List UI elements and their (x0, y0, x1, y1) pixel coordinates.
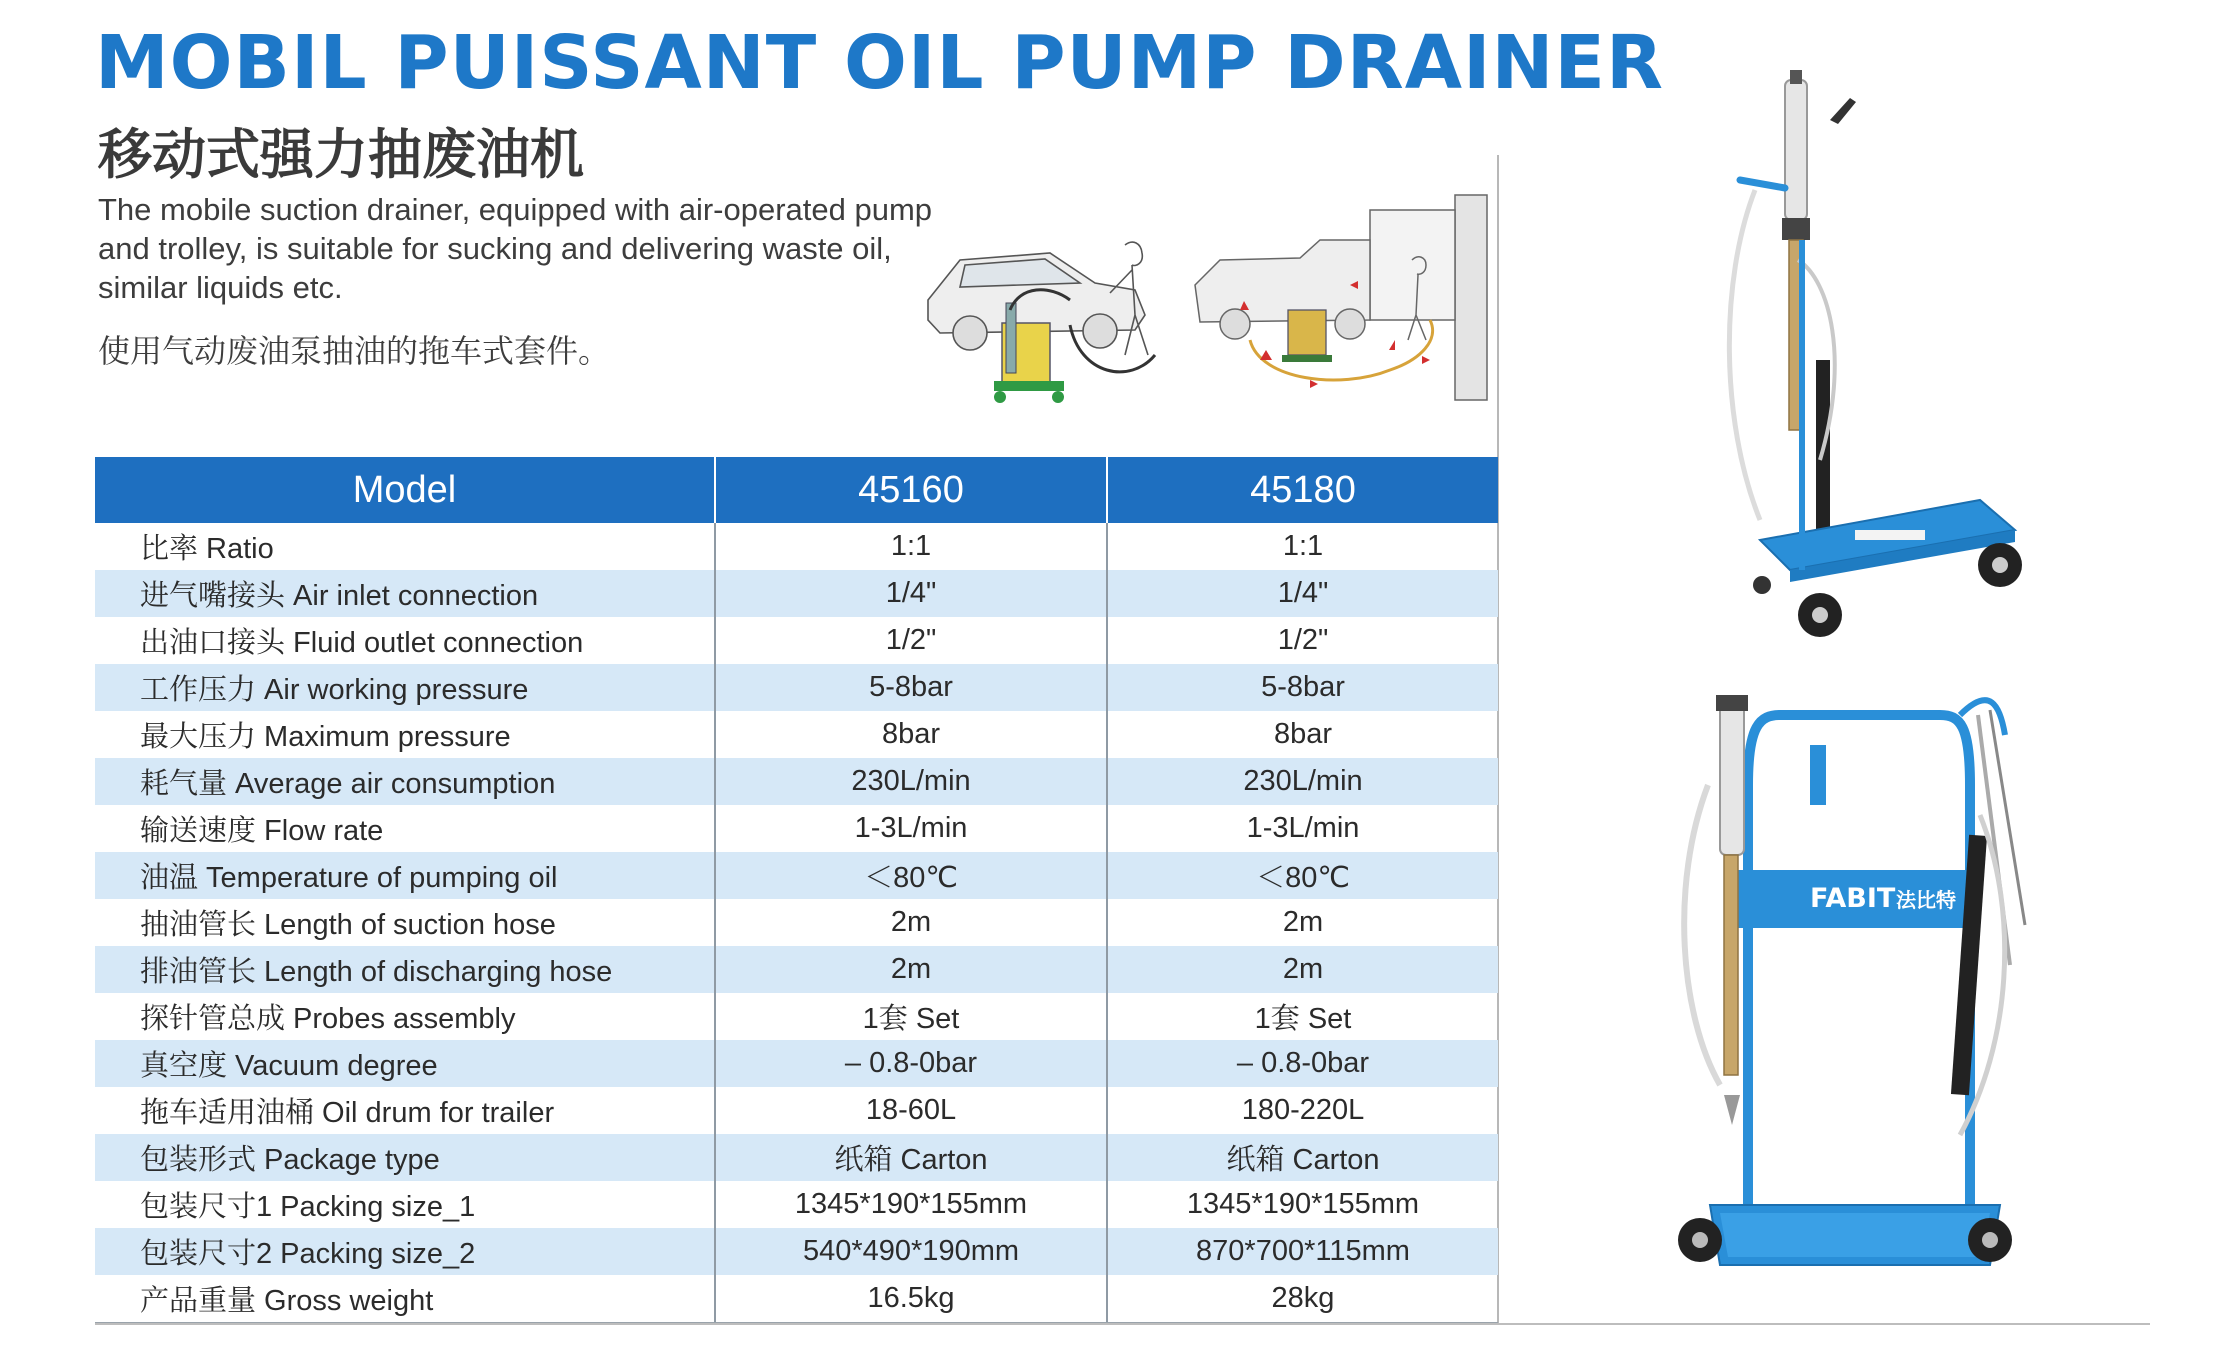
product-title-en: MOBIL PUISSANT OIL PUMP DRAINER (95, 20, 1664, 106)
spec-table-body (95, 523, 1498, 1323)
table-row (95, 805, 1498, 852)
spec-label: 最大压力 Maximum pressure (95, 711, 715, 758)
spec-label: 油温 Temperature of pumping oil (95, 852, 715, 899)
spec-value-45160: 230L/min (715, 758, 1107, 805)
spec-table (95, 457, 1498, 1324)
bottom-rule (95, 1323, 2150, 1325)
spec-label: 进气嘴接头 Air inlet connection (95, 570, 715, 617)
product-title-cn: 移动式强力抽废油机 (98, 123, 584, 186)
spec-value-45160: 16.5kg (715, 1275, 1107, 1323)
spec-value-45160: 2m (715, 946, 1107, 993)
product-description-en: The mobile suction drainer, equipped with air-operated pump and trolley, is suitable for sucking and delivering waste oil, similar liquids etc. (98, 192, 933, 305)
spec-value-45160: 1345*190*155mm (715, 1181, 1107, 1228)
table-row (95, 1087, 1498, 1134)
spec-value-45160: 1-3L/min (715, 805, 1107, 852)
spec-value-45180: 230L/min (1107, 758, 1498, 805)
spec-value-45160: 540*490*190mm (715, 1228, 1107, 1275)
usage-illustration-workshop (1190, 190, 1495, 415)
spec-value-45180: 1:1 (1282, 530, 1324, 562)
spec-value-45180: 870*700*115mm (1107, 1228, 1498, 1275)
brand-logo: FABIT (1810, 883, 1896, 914)
spec-value-45180: 纸箱 Carton (1107, 1134, 1498, 1181)
spec-label: 工作压力 Air working pressure (95, 664, 715, 711)
table-row (95, 1134, 1498, 1181)
table-row (95, 711, 1498, 758)
spec-value-45160: 1/2" (715, 617, 1107, 664)
spec-value-45160: 2m (715, 899, 1107, 946)
table-row (95, 664, 1498, 711)
spec-value-45180: 1-3L/min (1246, 812, 1360, 844)
table-row (95, 1228, 1498, 1275)
header-model-45180: 45180 (1107, 457, 1498, 523)
spec-label: 排油管长 Length of discharging hose (95, 946, 715, 993)
spec-value-45160: 5-8bar (715, 664, 1107, 711)
spec-value-45160: 1套 Set (715, 993, 1107, 1040)
spec-label: 包装尺寸2 Packing size_2 (95, 1228, 715, 1275)
spec-value-45160: 1/4" (715, 570, 1107, 617)
spec-label: 出油口接头 Fluid outlet connection (95, 617, 715, 664)
table-row (95, 1040, 1498, 1087)
spec-value-45180: 8bar (1273, 718, 1333, 750)
spec-value-45180: 2m (1107, 946, 1498, 993)
product-photo-45160 (1680, 60, 2040, 640)
spec-label: 包装形式 Package type (95, 1134, 715, 1181)
spec-label: 真空度 Vacuum degree (95, 1040, 715, 1087)
brand-logo-cn: 法比特 (1896, 888, 1956, 912)
spec-value-45160: 1:1 (715, 523, 1107, 570)
spec-value-45180: 1/2" (1277, 624, 1329, 656)
spec-label: 包装尺寸1 Packing size_1 (95, 1181, 715, 1228)
spec-table-header (95, 457, 1498, 523)
spec-label: 耗气量 Average air consumption (95, 758, 715, 805)
table-row (95, 570, 1498, 617)
spec-value-45160: ＜80℃ (715, 852, 1107, 899)
product-photo-45180 (1660, 665, 2130, 1305)
usage-illustration-car (920, 205, 1180, 415)
spec-value-45180: 1套 Set (1254, 1003, 1352, 1035)
spec-value-45180: 2m (1282, 906, 1324, 938)
spec-value-45160: – 0.8-0bar (715, 1040, 1107, 1087)
spec-value-45160: 18-60L (715, 1087, 1107, 1134)
spec-value-45180: 5-8bar (1107, 664, 1498, 711)
table-row (95, 758, 1498, 805)
spec-value-45180: 180-220L (1241, 1094, 1365, 1126)
spec-value-45160: 纸箱 Carton (715, 1134, 1107, 1181)
table-row (95, 852, 1498, 899)
spec-value-45160: 8bar (715, 711, 1107, 758)
spec-value-45180: ＜80℃ (1107, 852, 1498, 899)
spec-label: 探针管总成 Probes assembly (95, 993, 715, 1040)
table-row (95, 1275, 1498, 1323)
header-model-45160: 45160 (715, 457, 1107, 523)
spec-label: 抽油管长 Length of suction hose (95, 899, 715, 946)
spec-value-45180: 1/4" (1107, 570, 1498, 617)
table-row (95, 523, 1498, 570)
spec-label: 拖车适用油桶 Oil drum for trailer (95, 1087, 715, 1134)
table-row (95, 946, 1498, 993)
spec-label: 产品重量 Gross weight (95, 1275, 715, 1323)
header-model: Model (95, 457, 715, 523)
table-row (95, 993, 1498, 1040)
spec-value-45180: – 0.8-0bar (1107, 1040, 1498, 1087)
spec-label: 输送速度 Flow rate (95, 805, 715, 852)
table-row (95, 899, 1498, 946)
spec-label: 比率 Ratio (95, 523, 715, 570)
spec-value-45180: 1345*190*155mm (1186, 1188, 1420, 1220)
table-row (95, 617, 1498, 664)
spec-value-45180: 28kg (1107, 1275, 1498, 1323)
table-row (95, 1181, 1498, 1228)
product-description-cn: 使用气动废油泵抽油的拖车式套件。 (98, 332, 611, 370)
